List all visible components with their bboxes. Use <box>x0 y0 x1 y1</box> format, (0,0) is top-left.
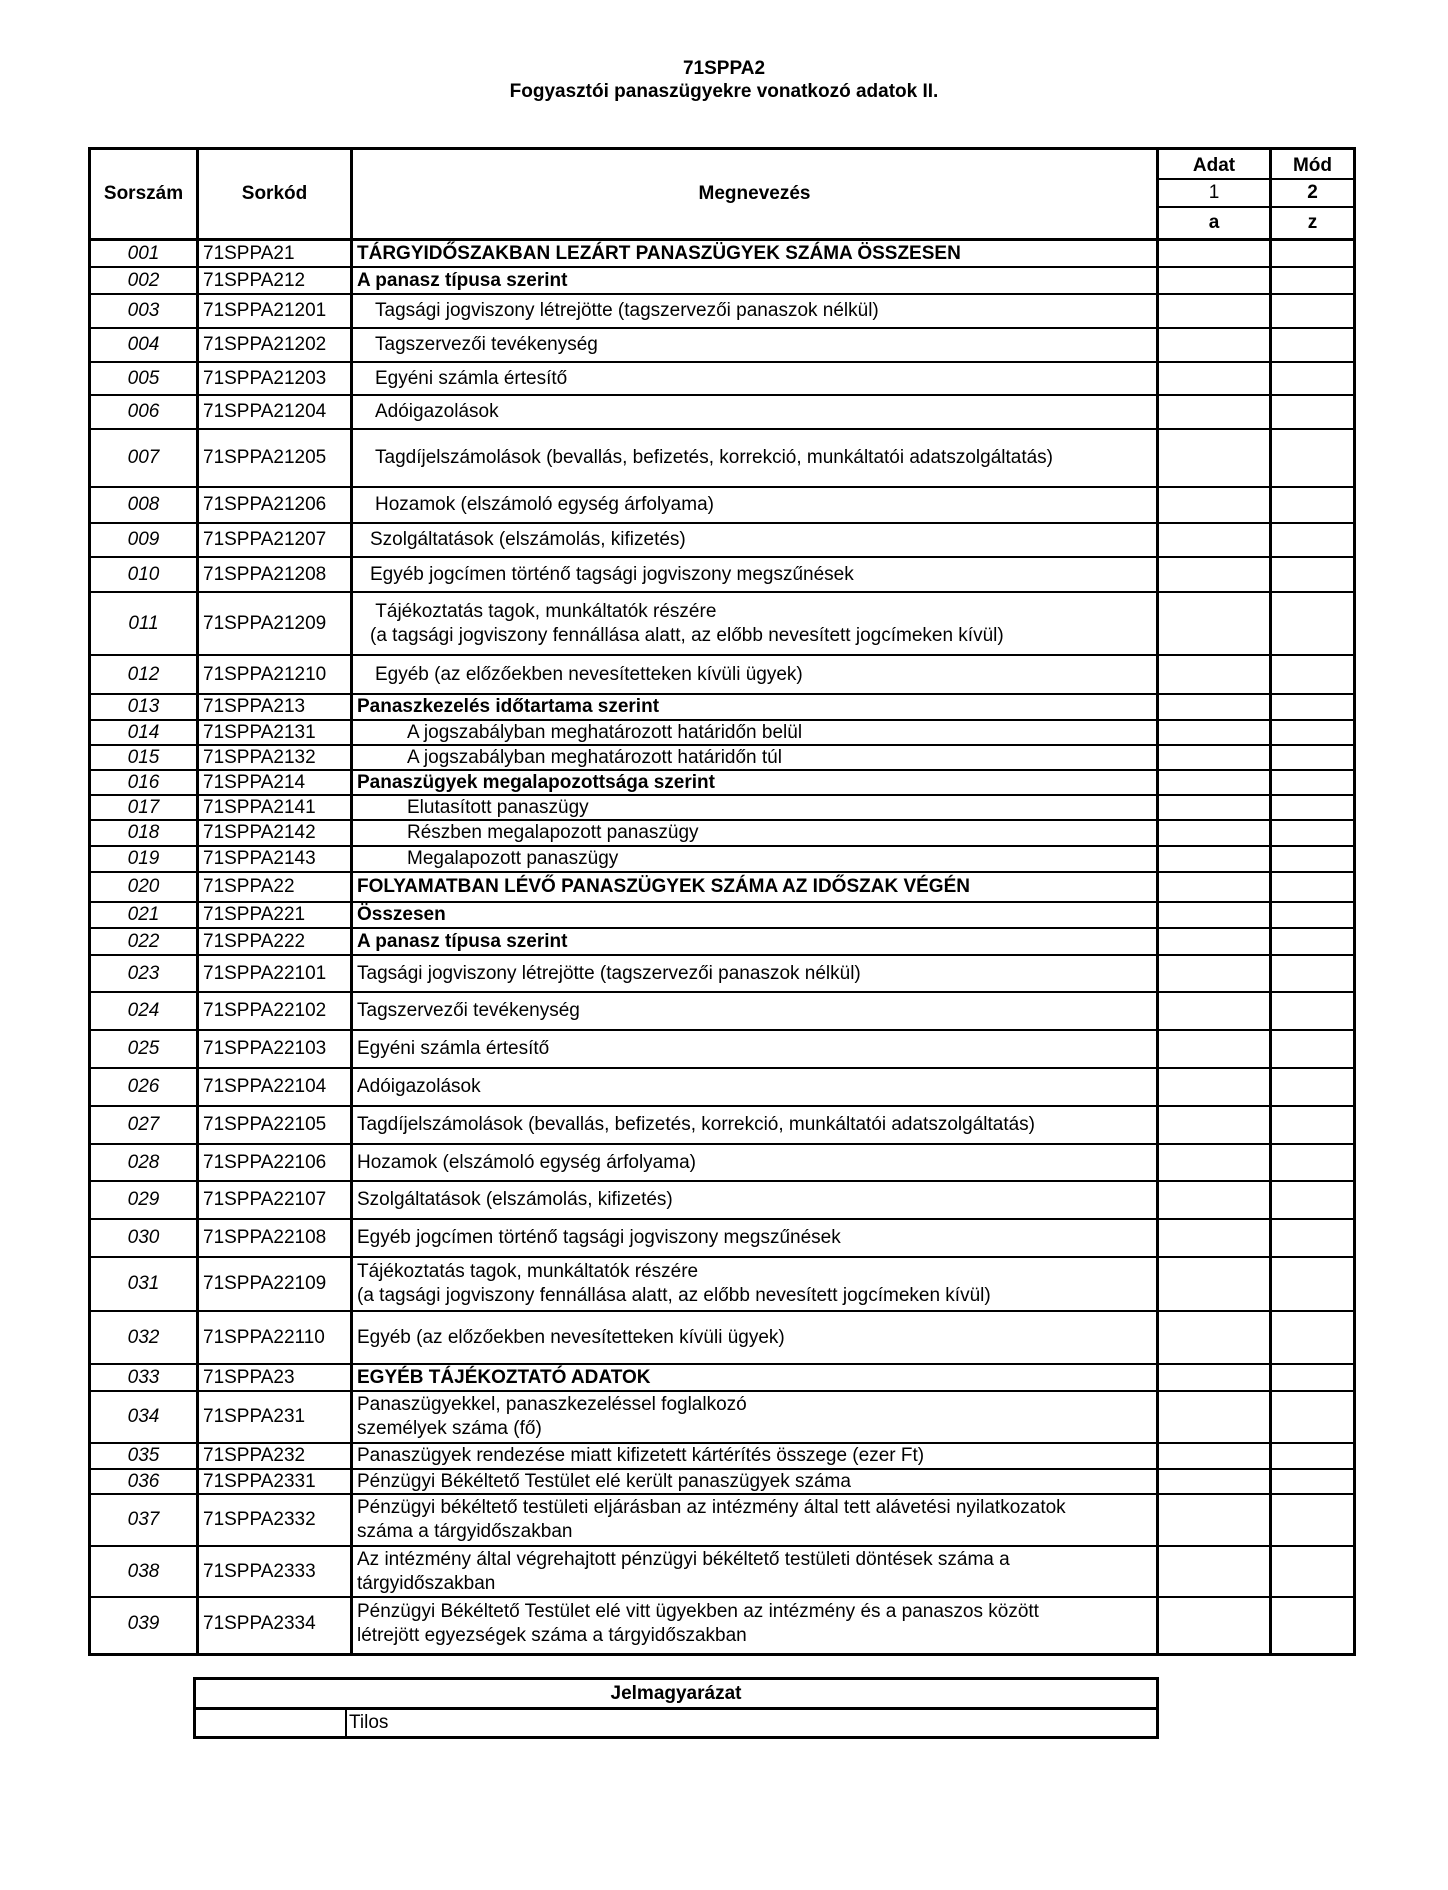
row-label: Tájékoztatás tagok, munkáltatók részére (a tagsági jogviszony fennállása alatt, az előbb nevesített jogcímeken kívül) <box>370 600 1004 646</box>
row-label: Elutasított panaszügy <box>407 796 589 818</box>
header-mod-type: z <box>1307 212 1318 233</box>
row-number: 020 <box>127 876 160 897</box>
row-code: 71SPPA22108 <box>203 1227 327 1248</box>
document-code: 71SPPA2 <box>682 58 766 79</box>
row-adat-cell[interactable] <box>1159 746 1269 769</box>
table-row <box>91 295 1353 329</box>
row-code: 71SPPA22101 <box>203 962 327 984</box>
row-code: 71SPPA21 <box>203 242 295 264</box>
row-adat-cell[interactable] <box>1159 993 1269 1029</box>
table-row <box>91 1107 1353 1145</box>
table-row <box>91 268 1353 295</box>
row-adat-cell[interactable] <box>1159 1258 1269 1310</box>
row-label: Tagsági jogviszony létrejötte (tagszervezői panaszok nélkül) <box>375 300 879 321</box>
table-row <box>91 993 1353 1031</box>
row-code: 71SPPA213 <box>203 696 306 717</box>
row-label: Megalapozott panaszügy <box>407 848 619 869</box>
table-row <box>91 1258 1353 1312</box>
row-mod-cell[interactable] <box>1272 430 1353 486</box>
table-row <box>91 396 1353 430</box>
table-row <box>91 329 1353 363</box>
row-number: 038 <box>127 1560 160 1582</box>
row-adat-cell[interactable] <box>1159 956 1269 991</box>
row-number: 017 <box>127 796 160 818</box>
row-code: 71SPPA22104 <box>203 1076 327 1097</box>
row-mod-cell[interactable] <box>1272 771 1353 794</box>
row-code: 71SPPA212 <box>203 269 306 291</box>
table-row <box>91 593 1353 656</box>
row-label: Hozamok (elszámoló egység árfolyama) <box>375 494 714 515</box>
row-adat-cell[interactable] <box>1159 929 1269 954</box>
row-adat-cell[interactable] <box>1159 771 1269 794</box>
row-mod-cell[interactable] <box>1272 695 1353 719</box>
row-adat-cell[interactable] <box>1159 1495 1269 1545</box>
row-number: 024 <box>127 1000 160 1021</box>
row-code: 71SPPA21206 <box>203 494 327 515</box>
table-row <box>91 1145 1353 1182</box>
row-mod-cell[interactable] <box>1272 929 1353 954</box>
table-row <box>91 1220 1353 1258</box>
row-code: 71SPPA21205 <box>203 447 327 468</box>
row-adat-cell[interactable] <box>1159 695 1269 719</box>
row-label: Panaszkezelés időtartama szerint <box>357 696 660 717</box>
row-label: A jogszabályban meghatározott határidőn túl <box>407 746 782 768</box>
row-adat-cell[interactable] <box>1159 1547 1269 1596</box>
row-mod-cell[interactable] <box>1272 488 1353 522</box>
row-label: Szolgáltatások (elszámolás, kifizetés) <box>370 529 686 550</box>
table-row <box>91 873 1353 903</box>
row-mod-cell[interactable] <box>1272 903 1353 927</box>
row-number: 035 <box>127 1445 160 1466</box>
row-code: 71SPPA23 <box>203 1366 295 1388</box>
row-mod-cell[interactable] <box>1272 847 1353 871</box>
row-label: Az intézmény által végrehajtott pénzügyi békéltető testületi döntések száma a tárgyidőszakban <box>357 1548 1010 1594</box>
row-mod-cell[interactable] <box>1272 796 1353 819</box>
row-adat-cell[interactable] <box>1159 593 1269 654</box>
row-mod-cell[interactable] <box>1272 1031 1353 1067</box>
row-code: 71SPPA22107 <box>203 1189 327 1210</box>
row-label: Tagsági jogviszony létrejötte (tagszervezői panaszok nélkül) <box>357 962 861 984</box>
table-row <box>91 929 1353 956</box>
row-number: 002 <box>127 269 160 291</box>
row-number: 037 <box>127 1509 160 1530</box>
row-mod-cell[interactable] <box>1272 329 1353 361</box>
row-adat-cell[interactable] <box>1159 363 1269 394</box>
header-sorkod: Sorkód <box>241 183 308 204</box>
row-code: 71SPPA21208 <box>203 563 327 585</box>
row-number: 011 <box>128 612 159 634</box>
row-code: 71SPPA2334 <box>203 1613 316 1634</box>
row-number: 013 <box>127 696 160 717</box>
row-code: 71SPPA2142 <box>203 822 316 843</box>
row-adat-cell[interactable] <box>1159 396 1269 428</box>
row-adat-cell[interactable] <box>1159 796 1269 819</box>
row-label: EGYÉB TÁJÉKOZTATÓ ADATOK <box>357 1366 651 1388</box>
row-mod-cell[interactable] <box>1272 1444 1353 1468</box>
row-label: Egyéb (az előzőekben nevesítetteken kívüli ügyek) <box>357 1326 785 1348</box>
row-adat-cell[interactable] <box>1159 558 1269 591</box>
row-number: 019 <box>127 848 160 869</box>
header-adat-col: 1 <box>1159 180 1269 208</box>
row-mod-cell[interactable] <box>1272 821 1353 845</box>
table-row <box>91 1182 1353 1220</box>
row-label: Összesen <box>357 904 446 925</box>
table-row <box>91 524 1353 558</box>
table-row <box>91 721 1353 746</box>
row-label: Panaszügyekkel, panaszkezeléssel foglalkozó személyek száma (fő) <box>357 1394 747 1439</box>
row-label: Egyéb jogcímen történő tagsági jogviszony megszűnések <box>370 563 854 585</box>
row-mod-cell[interactable] <box>1272 656 1353 693</box>
row-code: 71SPPA2141 <box>203 796 316 818</box>
row-adat-cell[interactable] <box>1159 1365 1269 1390</box>
row-label: Panaszügyek rendezése miatt kifizetett kártérítés összege (ezer Ft) <box>357 1445 925 1466</box>
row-label: Tájékoztatás tagok, munkáltatók részére (a tagsági jogviszony fennállása alatt, az előbb nevesített jogcímeken kívül) <box>357 1261 991 1306</box>
row-adat-cell[interactable] <box>1159 295 1269 327</box>
row-code: 71SPPA21210 <box>203 663 327 685</box>
row-mod-cell[interactable] <box>1272 524 1353 556</box>
row-label: A jogszabályban meghatározott határidőn belül <box>407 721 803 743</box>
table-row <box>91 847 1353 873</box>
row-number: 006 <box>127 401 160 422</box>
row-number: 010 <box>127 563 160 585</box>
legend <box>193 1677 1159 1739</box>
table-row <box>91 363 1353 396</box>
row-adat-cell[interactable] <box>1159 1031 1269 1067</box>
legend-row <box>196 1710 1156 1736</box>
row-adat-cell[interactable] <box>1159 488 1269 522</box>
row-label: Tagszervezői tevékenység <box>357 1000 580 1021</box>
row-label: Pénzügyi Békéltető Testület elé került panaszügyek száma <box>357 1470 851 1492</box>
row-mod-cell[interactable] <box>1272 1107 1353 1143</box>
row-number: 008 <box>127 494 160 515</box>
row-code: 71SPPA231 <box>203 1406 306 1427</box>
row-number: 015 <box>127 746 160 768</box>
row-number: 003 <box>127 300 160 321</box>
row-code: 71SPPA214 <box>203 771 306 793</box>
row-number: 033 <box>127 1366 160 1388</box>
row-adat-cell[interactable] <box>1159 903 1269 927</box>
row-label: Tagszervezői tevékenység <box>375 334 598 355</box>
row-code: 71SPPA2332 <box>203 1509 316 1530</box>
row-mod-cell[interactable] <box>1272 1392 1353 1442</box>
row-adat-cell[interactable] <box>1159 656 1269 693</box>
row-number: 036 <box>127 1470 160 1492</box>
row-adat-cell[interactable] <box>1159 1182 1269 1218</box>
row-adat-cell[interactable] <box>1159 1444 1269 1468</box>
row-number: 031 <box>127 1273 160 1294</box>
row-label: Egyéb (az előzőekben nevesítetteken kívüli ügyek) <box>375 663 803 685</box>
row-label: Egyéni számla értesítő <box>375 367 568 389</box>
row-adat-cell[interactable] <box>1159 241 1269 266</box>
row-mod-cell[interactable] <box>1272 593 1353 654</box>
row-adat-cell[interactable] <box>1159 1392 1269 1442</box>
row-mod-cell[interactable] <box>1272 1182 1353 1218</box>
row-label: Tagdíjelszámolások (bevallás, befizetés, korrekció, munkáltatói adatszolgáltatás) <box>357 1114 1035 1135</box>
table-row <box>91 1444 1353 1470</box>
row-adat-cell[interactable] <box>1159 430 1269 486</box>
row-mod-cell[interactable] <box>1272 1547 1353 1596</box>
row-code: 71SPPA21204 <box>203 401 327 422</box>
header-adat-type: a <box>1208 212 1220 233</box>
row-mod-cell[interactable] <box>1272 1470 1353 1493</box>
table-row <box>91 1598 1353 1650</box>
row-code: 71SPPA21209 <box>203 612 327 634</box>
row-adat-cell[interactable] <box>1159 1312 1269 1363</box>
row-mod-cell[interactable] <box>1272 873 1353 901</box>
table-row <box>91 1547 1353 1598</box>
row-number: 005 <box>127 367 160 389</box>
header-adat: Adat <box>1159 153 1269 180</box>
row-mod-cell[interactable] <box>1272 993 1353 1029</box>
row-number: 022 <box>127 930 160 952</box>
row-code: 71SPPA22106 <box>203 1151 327 1173</box>
row-number: 012 <box>127 663 160 685</box>
row-code: 71SPPA22105 <box>203 1114 327 1135</box>
table-row <box>91 1392 1353 1444</box>
data-table <box>88 147 1356 1656</box>
row-number: 030 <box>127 1227 160 1248</box>
row-code: 71SPPA22103 <box>203 1038 327 1059</box>
row-number: 039 <box>127 1613 160 1634</box>
row-mod-cell[interactable] <box>1272 1495 1353 1545</box>
table-row <box>91 241 1353 268</box>
row-code: 71SPPA22109 <box>203 1273 327 1294</box>
row-adat-cell[interactable] <box>1159 1069 1269 1105</box>
row-number: 004 <box>127 334 160 355</box>
header-megnevezes: Megnevezés <box>698 183 811 204</box>
header-mod-col: 2 <box>1272 180 1353 208</box>
row-number: 014 <box>127 721 160 743</box>
table-row <box>91 695 1353 721</box>
row-label: Egyéni számla értesítő <box>357 1038 550 1059</box>
table-row <box>91 771 1353 796</box>
table-row <box>91 796 1353 821</box>
table-row <box>91 1031 1353 1069</box>
row-number: 032 <box>127 1326 160 1348</box>
header-mod: Mód <box>1272 153 1353 180</box>
row-code: 71SPPA222 <box>203 930 306 952</box>
row-mod-cell[interactable] <box>1272 396 1353 428</box>
table-row <box>91 558 1353 593</box>
table-row <box>91 821 1353 847</box>
row-label: Részben megalapozott panaszügy <box>407 822 699 843</box>
row-adat-cell[interactable] <box>1159 847 1269 871</box>
row-mod-cell[interactable] <box>1272 1598 1353 1650</box>
row-code: 71SPPA21207 <box>203 529 327 550</box>
table-row <box>91 1470 1353 1495</box>
header-sorszam: Sorszám <box>103 183 184 204</box>
document-title: Fogyasztói panaszügyekre vonatkozó adatok II. <box>509 81 939 102</box>
row-code: 71SPPA21203 <box>203 367 327 389</box>
row-code: 71SPPA2331 <box>203 1470 316 1492</box>
row-mod-cell[interactable] <box>1272 721 1353 744</box>
row-number: 034 <box>127 1406 160 1427</box>
row-code: 71SPPA2131 <box>203 721 316 743</box>
table-row <box>91 956 1353 993</box>
table-row <box>91 1069 1353 1107</box>
row-adat-cell[interactable] <box>1159 1220 1269 1256</box>
row-code: 71SPPA2333 <box>203 1560 316 1582</box>
row-mod-cell[interactable] <box>1272 1258 1353 1310</box>
row-code: 71SPPA21201 <box>203 300 327 321</box>
row-mod-cell[interactable] <box>1272 1069 1353 1105</box>
row-label: Szolgáltatások (elszámolás, kifizetés) <box>357 1189 673 1210</box>
row-code: 71SPPA22 <box>203 876 295 897</box>
row-number: 001 <box>127 242 160 264</box>
legend-title: Jelmagyarázat <box>196 1680 1156 1710</box>
row-code: 71SPPA22102 <box>203 1000 327 1021</box>
row-code: 71SPPA22110 <box>203 1326 325 1348</box>
table-row <box>91 1365 1353 1392</box>
row-number: 016 <box>127 771 160 793</box>
row-adat-cell[interactable] <box>1159 873 1269 901</box>
table-row <box>91 430 1353 488</box>
row-adat-cell[interactable] <box>1159 1598 1269 1650</box>
table-row <box>91 1312 1353 1365</box>
row-number: 029 <box>127 1189 160 1210</box>
row-number: 026 <box>127 1076 160 1097</box>
row-label: Adóigazolások <box>357 1076 481 1097</box>
row-label: Pénzügyi Békéltető Testület elé vitt ügyekben az intézmény és a panaszos között létrejött egyezségek száma a tárgyidőszakban <box>357 1601 1039 1646</box>
row-number: 018 <box>127 822 160 843</box>
row-label: Tagdíjelszámolások (bevallás, befizetés, korrekció, munkáltatói adatszolgáltatás) <box>375 447 1053 468</box>
row-number: 027 <box>127 1114 160 1135</box>
row-mod-cell[interactable] <box>1272 1365 1353 1390</box>
table-row <box>91 746 1353 771</box>
row-label: A panasz típusa szerint <box>357 269 568 291</box>
legend-label: Tilos <box>349 1712 389 1733</box>
row-adat-cell[interactable] <box>1159 329 1269 361</box>
row-number: 021 <box>127 904 160 925</box>
row-mod-cell[interactable] <box>1272 746 1353 769</box>
row-adat-cell[interactable] <box>1159 268 1269 293</box>
legend-swatch <box>196 1710 347 1736</box>
row-code: 71SPPA21202 <box>203 334 327 355</box>
row-mod-cell[interactable] <box>1272 268 1353 293</box>
row-mod-cell[interactable] <box>1272 363 1353 394</box>
row-label: Panaszügyek megalapozottsága szerint <box>357 771 715 793</box>
row-label: Hozamok (elszámoló egység árfolyama) <box>357 1151 696 1173</box>
row-label: Pénzügyi békéltető testületi eljárásban az intézmény által tett alávetési nyilatkozatok száma a tárgyidőszakban <box>357 1497 1066 1542</box>
table-row <box>91 1495 1353 1547</box>
row-number: 023 <box>127 962 160 984</box>
row-number: 025 <box>127 1038 160 1059</box>
row-label: TÁRGYIDŐSZAKBAN LEZÁRT PANASZÜGYEK SZÁMA ÖSSZESEN <box>357 242 961 264</box>
table-row <box>91 903 1353 929</box>
row-adat-cell[interactable] <box>1159 721 1269 744</box>
row-adat-cell[interactable] <box>1159 821 1269 845</box>
row-label: Adóigazolások <box>375 401 499 422</box>
row-code: 71SPPA2143 <box>203 848 316 869</box>
row-adat-cell[interactable] <box>1159 524 1269 556</box>
row-mod-cell[interactable] <box>1272 956 1353 991</box>
row-mod-cell[interactable] <box>1272 1145 1353 1180</box>
row-number: 028 <box>127 1151 160 1173</box>
row-number: 009 <box>127 529 160 550</box>
row-label: Egyéb jogcímen történő tagsági jogviszony megszűnések <box>357 1227 841 1248</box>
row-label: FOLYAMATBAN LÉVŐ PANASZÜGYEK SZÁMA AZ IDŐSZAK VÉGÉN <box>357 876 970 897</box>
row-mod-cell[interactable] <box>1272 1220 1353 1256</box>
row-mod-cell[interactable] <box>1272 295 1353 327</box>
row-mod-cell[interactable] <box>1272 241 1353 266</box>
row-code: 71SPPA2132 <box>203 746 316 768</box>
row-label: A panasz típusa szerint <box>357 930 568 952</box>
row-code: 71SPPA232 <box>203 1445 306 1466</box>
title-block <box>0 58 1448 104</box>
table-row <box>91 656 1353 695</box>
row-adat-cell[interactable] <box>1159 1107 1269 1143</box>
row-mod-cell[interactable] <box>1272 558 1353 591</box>
row-code: 71SPPA221 <box>203 904 306 925</box>
row-mod-cell[interactable] <box>1272 1312 1353 1363</box>
row-adat-cell[interactable] <box>1159 1470 1269 1493</box>
table-row <box>91 488 1353 524</box>
row-number: 007 <box>127 447 160 468</box>
row-adat-cell[interactable] <box>1159 1145 1269 1180</box>
